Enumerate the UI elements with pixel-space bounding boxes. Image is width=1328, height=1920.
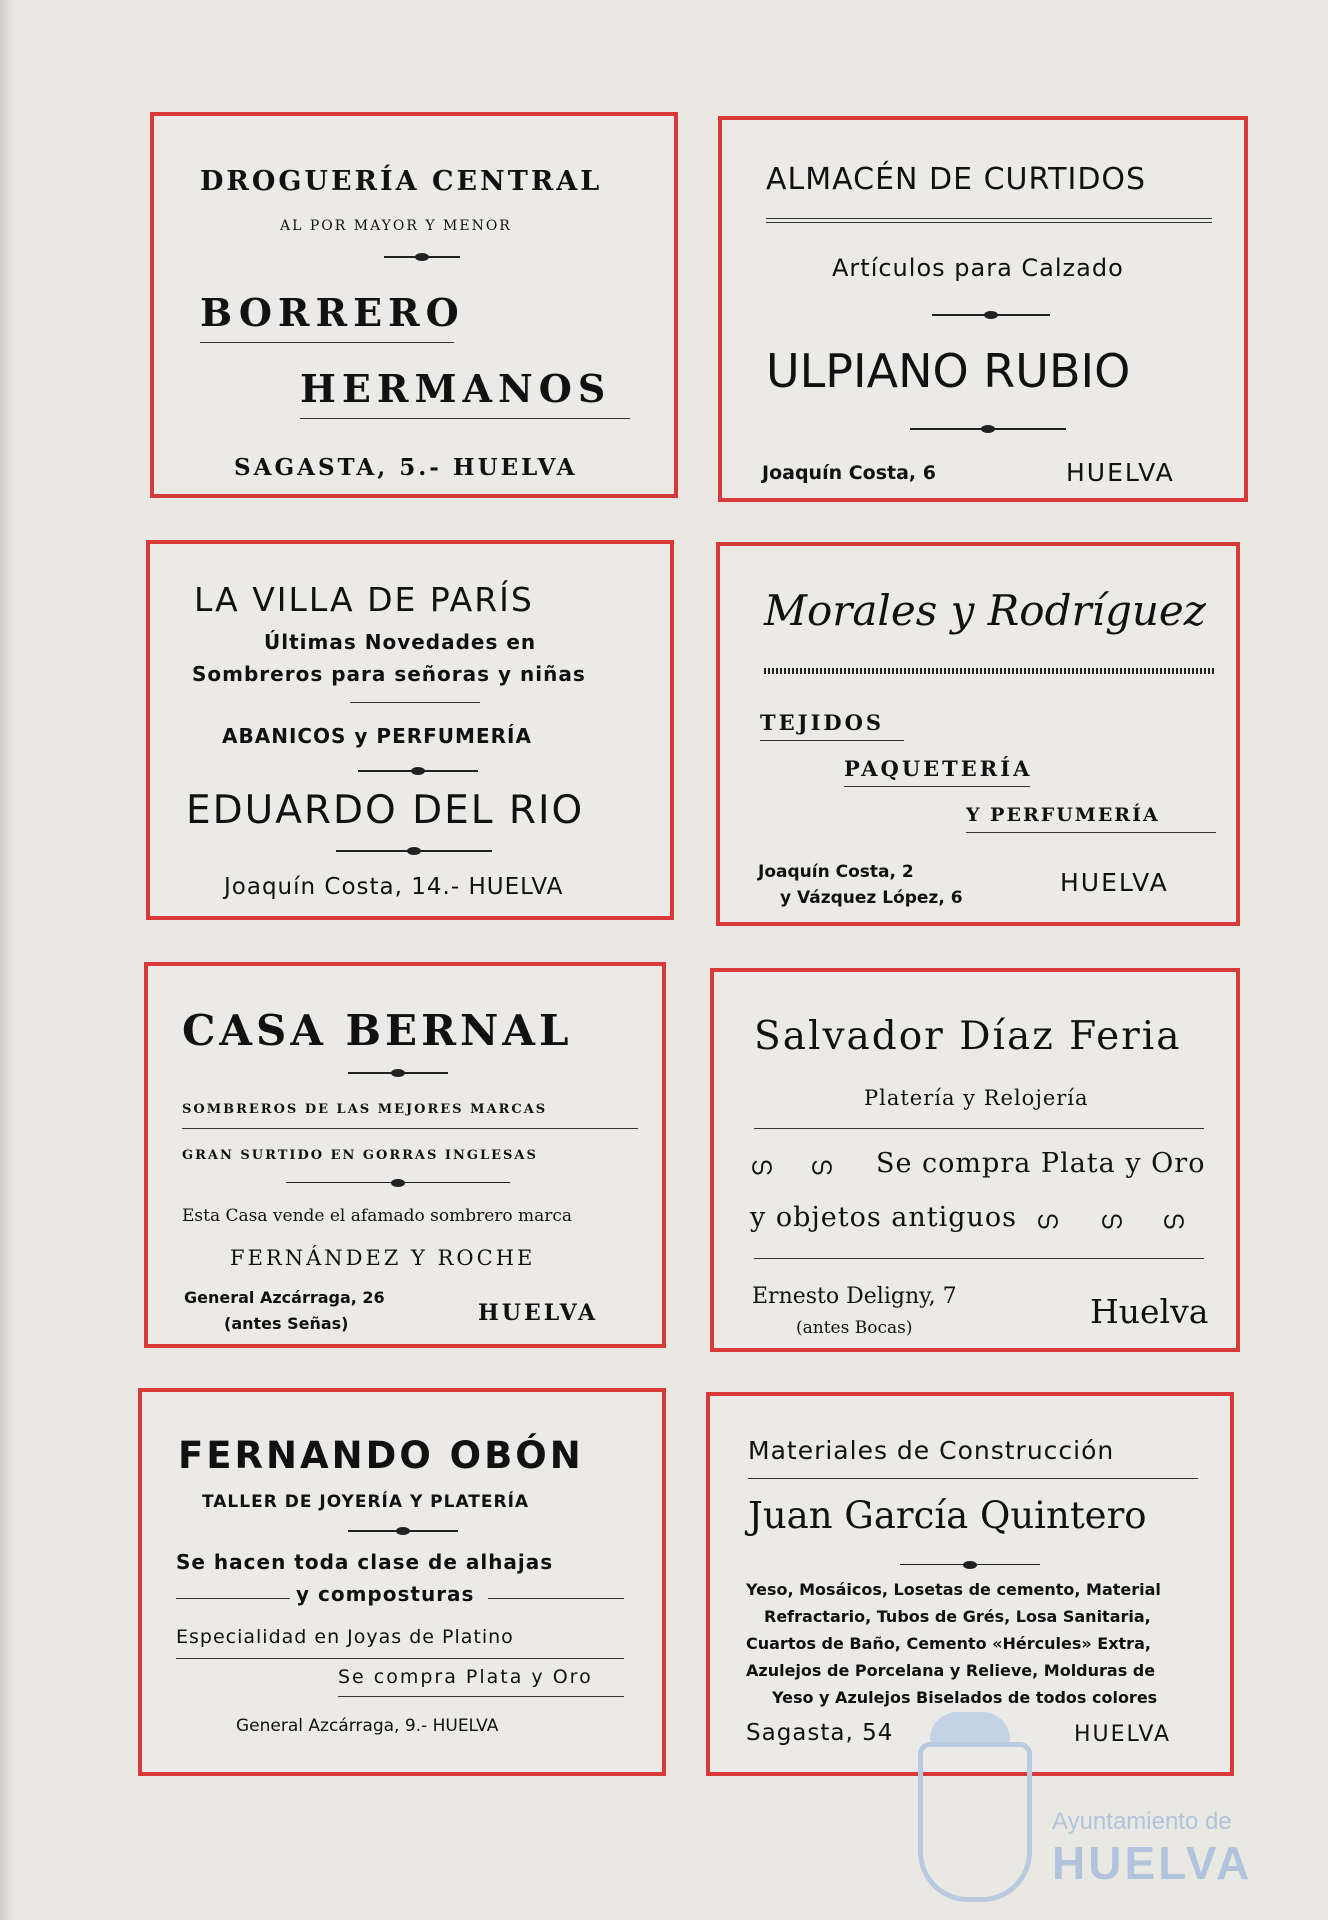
ad-address-2: (antes Señas): [224, 1314, 349, 1333]
rule: [760, 740, 904, 741]
ad-item-1: TEJIDOS: [760, 710, 885, 735]
ornament-divider: [336, 850, 492, 852]
ad-line-3: ABANICOS y PERFUMERÍA: [222, 724, 532, 748]
ad-desc-3: Cuartos de Baño, Cemento «Hércules» Extra,: [746, 1634, 1151, 1653]
ornament-divider: [286, 1182, 510, 1183]
ad-name: ULPIANO RUBIO: [766, 344, 1131, 398]
flourish-icon: ഗ: [1100, 1206, 1122, 1234]
rule: [754, 1258, 1204, 1259]
ad-desc-5: Yeso y Azulejos Biselados de todos colores: [772, 1688, 1158, 1707]
coat-of-arms-icon: [918, 1742, 1032, 1902]
ad-salvador-diaz-feria: [710, 968, 1240, 1352]
ad-address: Joaquín Costa, 14.- HUELVA: [224, 874, 564, 900]
ad-line-2: y composturas: [296, 1582, 475, 1606]
flourish-icon: ഗ: [750, 1152, 772, 1180]
ad-fernando-obon: [138, 1388, 666, 1776]
rule: [338, 1696, 624, 1697]
watermark-line-1: Ayuntamiento de: [1052, 1808, 1232, 1835]
ad-line-1: Se hacen toda clase de alhajas: [176, 1550, 554, 1574]
ad-line-1: Últimas Novedades en: [264, 630, 537, 654]
ad-address-2: (antes Bocas): [796, 1318, 913, 1338]
ad-title: CASA BERNAL: [182, 1006, 573, 1055]
dotted-rule: [764, 668, 1214, 674]
ad-almacen-curtidos: [718, 116, 1248, 502]
ad-city: HUELVA: [1060, 868, 1169, 897]
ad-title: LA VILLA DE PARÍS: [194, 580, 534, 619]
rule: [754, 1128, 1204, 1129]
rule: [488, 1598, 624, 1599]
ad-line-2: y objetos antiguos: [750, 1202, 1018, 1233]
ad-desc-1: Yeso, Mosáicos, Losetas de cemento, Material: [746, 1580, 1161, 1599]
ad-address-1: Ernesto Deligny, 7: [752, 1284, 957, 1309]
ad-line-1: Se compra Plata y Oro: [876, 1148, 1206, 1179]
ad-city: HUELVA: [1066, 458, 1175, 487]
ornament-divider: [348, 1530, 458, 1532]
ad-name: Juan García Quintero: [748, 1494, 1147, 1537]
ornament-divider: [932, 314, 1050, 316]
ad-line-4: Se compra Plata y Oro: [338, 1666, 593, 1688]
ad-item-3: Y PERFUMERÍA: [966, 804, 1160, 826]
flourish-icon: ഗ: [1162, 1206, 1184, 1234]
ad-title: DROGUERÍA CENTRAL: [200, 166, 603, 197]
ad-address-1: General Azcárraga, 26: [184, 1288, 385, 1307]
rule: [182, 1128, 638, 1129]
ad-item-2: PAQUETERÍA: [844, 756, 1033, 781]
ad-casa-bernal: [144, 962, 666, 1348]
ornament-divider: [348, 1072, 448, 1074]
ad-name: EDUARDO DEL RIO: [186, 788, 585, 833]
flourish-icon: ഗ: [1036, 1206, 1058, 1234]
rule: [966, 832, 1216, 833]
rule: [176, 1658, 624, 1659]
ad-address-1: Joaquín Costa, 2: [758, 862, 914, 882]
ad-desc-4: Azulejos de Porcelana y Relieve, Molduras de: [746, 1661, 1156, 1680]
ad-title: Materiales de Construcción: [748, 1436, 1115, 1465]
rule: [350, 702, 480, 703]
watermark: [912, 1708, 1312, 1908]
rule: [748, 1478, 1198, 1479]
page-edge: [0, 0, 14, 1920]
ad-subtitle: TALLER DE JOYERÍA Y PLATERÍA: [202, 1492, 530, 1512]
ornament-divider: [384, 256, 460, 258]
ad-drogueria-central: [150, 112, 678, 498]
ad-name-1: BORRERO: [200, 290, 465, 335]
double-rule: [766, 218, 1212, 223]
ad-brand: FERNÁNDEZ Y ROCHE: [230, 1246, 536, 1270]
ad-city: HUELVA: [478, 1300, 599, 1326]
ad-desc-2: Refractario, Tubos de Grés, Losa Sanitaria,: [764, 1607, 1151, 1626]
ornament-divider: [910, 428, 1066, 430]
ad-line-1: SOMBREROS DE LAS MEJORES MARCAS: [182, 1102, 548, 1117]
ad-address: General Azcárraga, 9.- HUELVA: [236, 1716, 499, 1736]
crown-icon: [930, 1712, 1010, 1742]
ad-subtitle: Platería y Relojería: [864, 1086, 1089, 1110]
rule: [176, 1598, 290, 1599]
ad-subtitle: Artículos para Calzado: [832, 254, 1124, 282]
ornament-divider: [900, 1564, 1040, 1565]
ad-address: SAGASTA, 5.- HUELVA: [234, 454, 578, 481]
ad-title: ALMACÉN DE CURTIDOS: [766, 162, 1147, 197]
ad-line-2: GRAN SURTIDO EN GORRAS INGLESAS: [182, 1148, 538, 1163]
ad-address: Joaquín Costa, 6: [762, 462, 936, 484]
ad-address: Sagasta, 54: [746, 1720, 894, 1746]
ornament-divider: [358, 770, 478, 772]
ad-line-3: Esta Casa vende el afamado sombrero marca: [182, 1206, 573, 1226]
ad-subtitle: AL POR MAYOR Y MENOR: [280, 218, 512, 234]
ad-city: HUELVA: [1074, 1722, 1172, 1747]
ad-line-3: Especialidad en Joyas de Platino: [176, 1626, 514, 1648]
ad-city: Huelva: [1090, 1292, 1209, 1331]
ad-address-2: y Vázquez López, 6: [780, 888, 963, 908]
ad-name-2: HERMANOS: [300, 366, 612, 411]
ad-line-2: Sombreros para señoras y niñas: [192, 662, 586, 686]
watermark-line-2: HUELVA: [1052, 1837, 1253, 1889]
ad-title: Salvador Díaz Feria: [754, 1014, 1182, 1059]
flourish-icon: ഗ: [810, 1152, 832, 1180]
ad-title: Morales y Rodríguez: [764, 586, 1206, 635]
ad-morales-rodriguez: [716, 542, 1240, 926]
ad-villa-de-paris: [146, 540, 674, 920]
rule: [844, 786, 1030, 787]
ad-title: FERNANDO OBÓN: [178, 1434, 584, 1477]
rule: [300, 418, 630, 419]
rule: [200, 342, 454, 343]
